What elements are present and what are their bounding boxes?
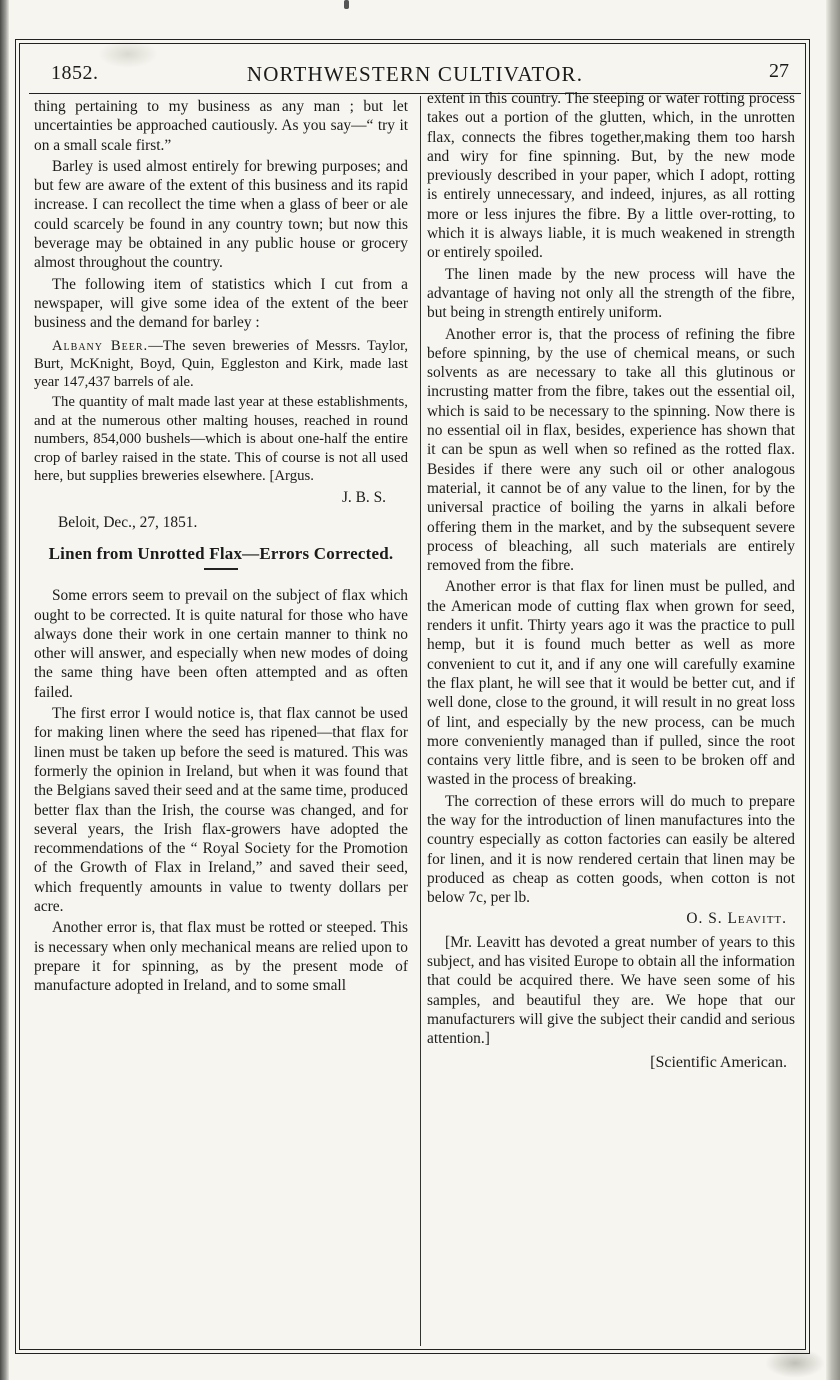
paragraph [34,393,408,486]
paragraph: thing pertaining to my business as any man ; but let uncertainties be approached cautiously. As you say—“ try it on a small scale first.” [34,98,408,154]
paragraph: The following item of statistics which I cut from a newspaper, will give some idea of the extent of the beer business and the demand for barley : [34,275,408,332]
paragraph: Barley is used almost entirely for brewing purposes; and but few are aware of the extent of this business and its rapid increase. I can recollect the time when a glass of beer or ale could scarcely be found in any country town; but now this beverage may be obtained in any public house or grocery almost throughout the country. [34,157,408,272]
title-rule [204,568,238,570]
masthead-title: NORTHWESTERN CULTIVATOR. [246,62,584,86]
dateline: Beloit, Dec., 27, 1851. [58,513,198,531]
column-divider [420,96,421,1346]
signature: J. B. S. [341,488,386,506]
quoted-item-body: —The seven breweries of Messrs. Taylor, Burt, McKnight, Boyd, Quin, Eggleston and Kirk, made last year 147,437 barrels of ale. [34,337,408,390]
quoted-item [34,337,408,392]
page-binding-edge [0,0,9,1380]
quoted-item-heading: Albany Beer. [52,337,149,354]
editor-note: [Mr. Leavitt has devoted a great number of years to this subject, and has visited Europe to obtain all the information that could be acquired there. We have seen some of his samples, and beautiful they are. We hope that our manufacturers will give the subject their candid and serious attention.] [427,933,795,1048]
right-column [427,89,795,1072]
paragraph: The first error I would notice is, that flax cannot be used for making linen where the seed has ripened—that flax for linen must be taken up before the seed is matured. This was formerly the opinion in Ireland, but when it was found that the Belgians saved their seed and at the same time, produced better flax than the Irish, the course was changed, and for several years, the Irish flax-growers have adopted the recommendations of the “ Royal Society for the Promotion of the Growth of Flax in Ireland,” and saved their seed, which frequently amounts in value to twenty dollars per acre. [34,705,408,916]
header-year: 1852. [51,62,99,84]
page-number: 27 [769,60,789,82]
paragraph: The linen made by the new process will have the advantage of having not only all the strength of the fibre, but being in strength entirely uniform. [427,265,795,322]
page-right-edge [826,0,840,1380]
paragraph: Another error is, that the process of refining the fibre before spinning, by the use of chemical means, or such solvents as are necessary to take all this glutinous or incrusting matter from the fibre, takes out the essential oil, which is said to be necessary to the spinning. Now there is no essential oil in flax, besides, experience has shown that it can be spun as well when so refined as the rotted flax. Besides if there were any such oil or other analogous material, it cannot be of any value to the linen, for by the universal practice of boiling the yarns in alkali before offering them in the market, and by the subsequent severe process of bleaching, all such materials are entirely removed from the fibre. [427,325,795,575]
paragraph: extent in this country. The steeping or water rotting process takes out a portion of the glutten, which, in the unrotten flax, connects the fibres together,making them too harsh and wiry for fine spinning. But, by the new mode previously described in your paper, which I adopt, rotting is entirely unnecessary, and indeed, injures, as all rotting more or less injures the fibre. By a little over-rotting, to which it is always liable, it is much weakened in strength or entirely spoiled. [427,90,795,262]
left-column [34,97,408,996]
paragraph: Some errors seem to prevail on the subject of flax which ought to be corrected. It is quite natural for those who have always done their work in one certain manner to think no other will answer, and especially when new modes of doing the same thing have been often attempted and as often failed. [34,587,408,701]
paragraph-credit: [Argus. [269,468,314,485]
paper-stain [765,1348,825,1378]
paragraph-text: The quantity of malt made last year at these establishments, and at the numerous other malting houses, reached in round numbers, 854,000 bushels—which is about one-half the entire crop of barley raised in the state. This of course is not all used here, but supplies breweries elsewhere. [34,394,408,485]
article-title: Linen from Unrotted Flax—Errors Corrected. [48,544,394,564]
paragraph: The correction of these errors will do much to prepare the way for the introduction of linen manufactures into the country especially as cotton factories can easily be altered for linen, and it is now rendered certain that linen may be produced as cheap as cotten goods, when cotton is not below 7c, per lb. [427,792,795,907]
paragraph: Another error is that flax for linen must be pulled, and the American mode of cutting flax when grown for seed, renders it unfit. Thirty years ago it was the practice to pull hemp, but it is found much better as well as more convenient to cut it, and if any one will carefully examine the flax plant, he will see that it would be better cut, and if well done, close to the ground, it will result in no great loss of lint, and especially by the new process, can be much more conveniently managed than if pulled, since the root contains very little fibre, and is seen to be broken off and wasted in the process of breaking. [427,578,795,789]
ink-mark [344,0,349,9]
paragraph: Another error is, that flax must be rotted or steeped. This is necessary when only mechanical means are relied upon to prepare it for spinning, as by the present mode of manufacture adopted in Ireland, and to some small [34,919,408,995]
author-signature: O. S. Leavitt. [686,910,787,928]
source-credit: [Scientific American. [650,1053,787,1071]
